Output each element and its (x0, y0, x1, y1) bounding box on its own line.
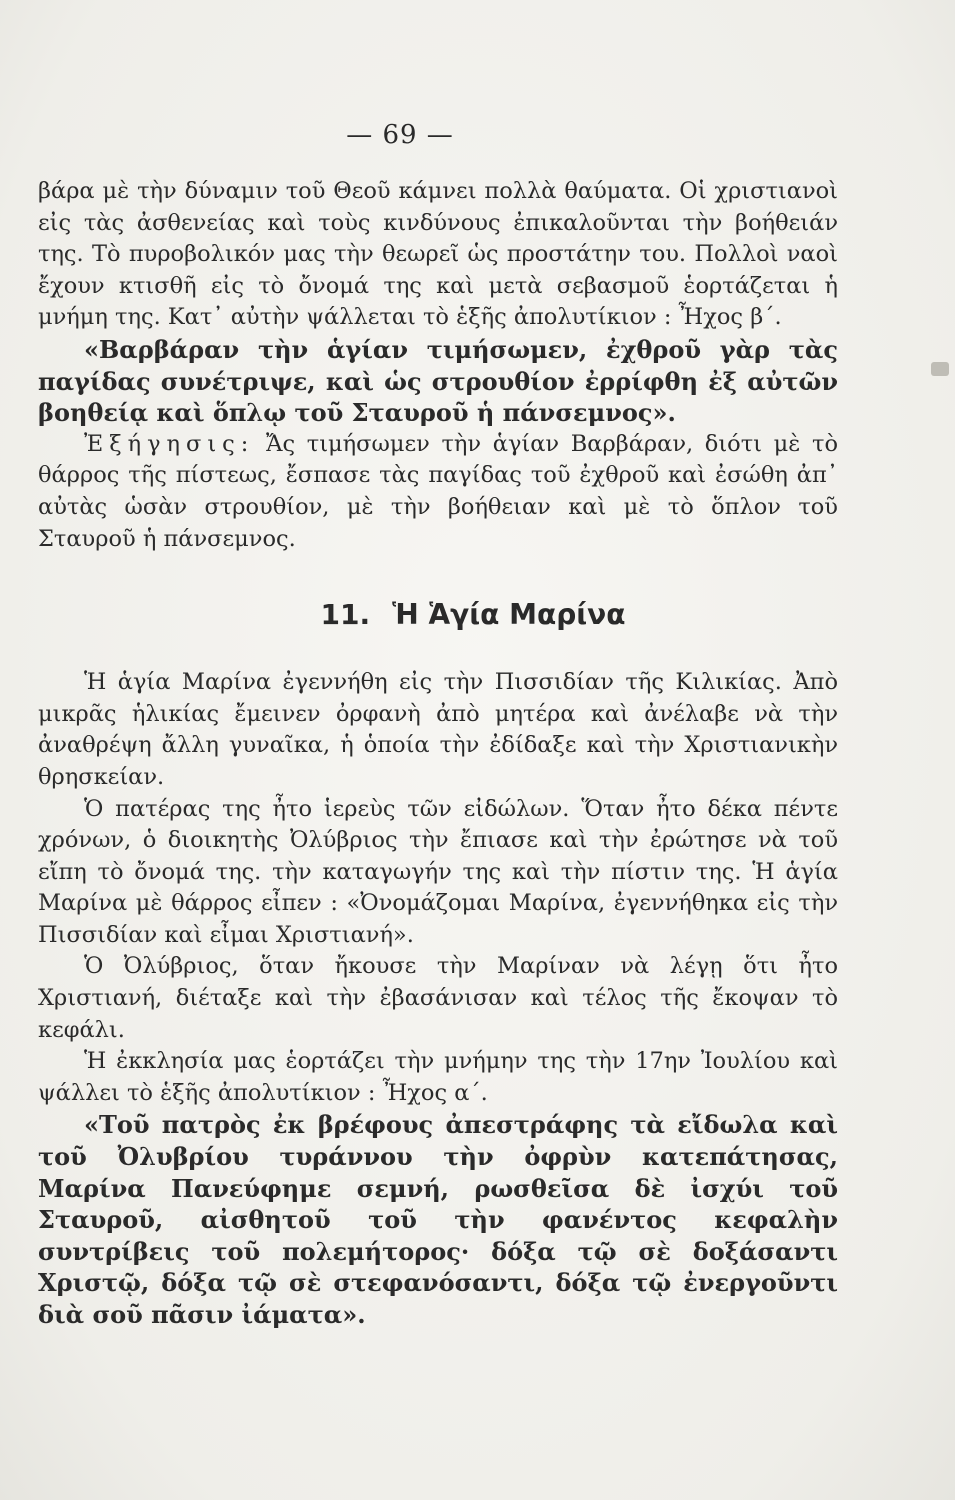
page-edge-mark (931, 362, 949, 376)
apolytikion-hymn-2: «Τοῦ πατρὸς ἐκ βρέφους ἀπεστράφης τὰ εἴδωλα καὶ τοῦ Ὀλυβρίου τυράννου τὴν ὀφρὺν κατεπάτησας, Μαρίνα Πανεύφημε σεμνή, ρωσθεῖσα δὲ ἰσχύι τοῦ Σταυροῦ, αἰσθητοῦ τοῦ τὴν φανέντος κεφαλὴν συντρίβεις τοῦ πολεμήτορος· δόξα τῷ σὲ δοξάσαντι Χριστῷ, δόξα τῷ σὲ στεφανόσαντι, δόξα τῷ ἐνεργοῦντι διὰ σοῦ πᾶσιν ἰάματα». (38, 1110, 838, 1329)
page-body (38, 176, 838, 1331)
section-heading (38, 598, 838, 631)
paragraph: Ὁ Ὀλύβριος, ὅταν ἤκουσε τὴν Μαρίναν νὰ λέγῃ ὅτι ἦτο Χριστιανή, διέταξε καὶ τὴν ἐβασάνισαν καὶ τέλος τῆς ἔκοψαν τὸ κεφάλι. (38, 953, 838, 1043)
section-number: 11. (320, 598, 371, 632)
paragraph: βάρα μὲ τὴν δύναμιν τοῦ Θεοῦ κάμνει πολλὰ θαύματα. Οἱ χριστιανοὶ εἰς τὰς ἀσθενείας καὶ τοὺς κινδύνους ἐπικαλοῦνται τὴν βοήθειάν της. Τὸ πυροβολικόν μας τὴν θεωρεῖ ὡς προστάτην του. Πολλοὶ ναοὶ ἔχουν κτισθῆ εἰς τὸ ὄνομά της καὶ μετὰ σεβασμοῦ ἑορτάζεται ἡ μνήμη της. Κατ᾿ αὐτὴν ψάλλεται τὸ ἑξῆς ἀπολυτίκιον : Ἦχος β΄. (38, 178, 838, 331)
apolytikion-hymn-1: «Βαρβάραν τὴν ἁγίαν τιμήσωμεν, ἐχθροῦ γὰρ τὰς παγίδας συνέτριψε, καὶ ὡς στρουθίον ἐρρίφθη ἐξ αὐτῶν βοηθείᾳ καὶ ὅπλῳ τοῦ Σταυροῦ ἡ πάνσεμνος». (38, 334, 838, 428)
section-title: Ἡ Ἁγία Μαρίνα (392, 598, 626, 632)
exegesis-text: Ἄς τιμήσωμεν τὴν ἁγίαν Βαρβάραν, διότι μὲ τὸ θάρρος τῆς πίστεως, ἔσπασε τὰς παγίδας τοῦ ἐχθροῦ καὶ ἐσώθη ἀπ᾿ αὐτὰς ὡσὰν στρουθίον, μὲ τὴν βοήθειαν καὶ μὲ τὸ ὅπλον τοῦ Σταυροῦ ἡ πάνσεμνος. (38, 430, 838, 552)
page-number: — 69 — (346, 120, 454, 150)
paragraph: Ὁ πατέρας της ἦτο ἱερεὺς τῶν εἰδώλων. Ὅταν ἦτο δέκα πέντε χρόνων, ὁ διοικητὴς Ὀλύβριος τὴν ἔπιασε καὶ τὴν ἐρώτησε νὰ τοῦ εἴπη τὸ ὄνομά της. τὴν καταγωγήν της καὶ τὴν πίστιν της. Ἡ ἁγία Μαρίνα μὲ θάρρος εἶπεν : «Ὀνομάζομαι Μαρίνα, ἐγεννήθηκα εἰς τὴν Πισσιδίαν καὶ εἶμαι Χριστιανή». (38, 795, 838, 948)
exegesis-paragraph (38, 429, 838, 555)
exegesis-label: Ἐξήγησις: (84, 430, 255, 457)
paragraph: Ἡ ἐκκλησία μας ἑορτάζει τὴν μνήμην της τὴν 17ην Ἰουλίου καὶ ψάλλει τὸ ἑξῆς ἀπολυτίκιον : Ἦχος α΄. (38, 1048, 838, 1106)
paragraph: Ἡ ἁγία Μαρίνα ἐγεννήθη εἰς τὴν Πισσιδίαν τῆς Κιλικίας. Ἀπὸ μικρᾶς ἡλικίας ἔμεινεν ὀρφανὴ ἀπὸ μητέρα καὶ ἀνέλαβε νὰ τὴν ἀναθρέψη ἄλλη γυναῖκα, ἡ ὁποία τὴν ἐδίδαξε καὶ τὴν Χριστιανικὴν θρησκείαν. (38, 669, 838, 790)
